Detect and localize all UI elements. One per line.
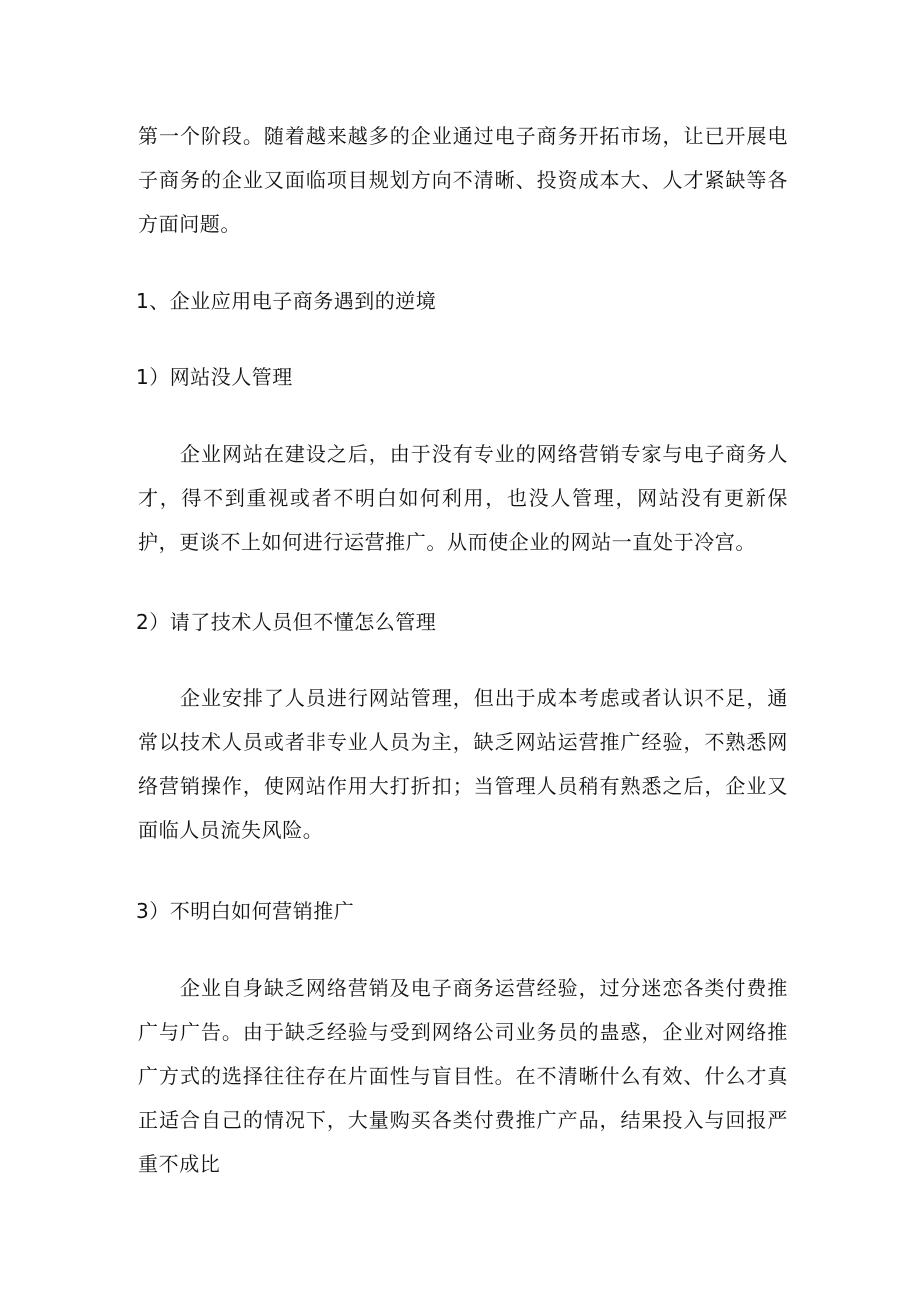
item-paragraph-2: 企业安排了人员进行网站管理，但出于成本考虑或者认识不足，通常以技术人员或者非专业人员为主，缺乏网站运营推广经验，不熟悉网络营销操作，使网站作用大打折扣；当管理人员稍有熟悉之后，企业又面临人员流失风险。 bbox=[138, 686, 788, 842]
item-heading-1: 1）网站没人管理 bbox=[136, 365, 293, 389]
section-heading: 1、企业应用电子商务遇到的逆境 bbox=[136, 289, 437, 313]
item-heading-2: 2）请了技术人员但不懂怎么管理 bbox=[136, 610, 437, 634]
intro-paragraph: 第一个阶段。随着越来越多的企业通过电子商务开拓市场，让已开展电子商务的企业又面临项目规划方向不清晰、投资成本大、人才紧缺等各方面问题。 bbox=[138, 124, 788, 236]
item-paragraph-1: 企业网站在建设之后，由于没有专业的网络营销专家与电子商务人才，得不到重视或者不明白如何利用，也没人管理，网站没有更新保护，更谈不上如何进行运营推广。从而使企业的网站一直处于冷宫。 bbox=[138, 442, 788, 554]
item-paragraph-3: 企业自身缺乏网络营销及电子商务运营经验，过分迷恋各类付费推广与广告。由于缺乏经验与受到网络公司业务员的蛊惑，企业对网络推广方式的选择往往存在片面性与盲目性。在不清晰什么有效、什么才真正适合自己的情况下，大量购买各类付费推广产品，结果投入与回报严重不成比 bbox=[138, 976, 788, 1176]
item-heading-3: 3）不明白如何营销推广 bbox=[136, 899, 355, 923]
